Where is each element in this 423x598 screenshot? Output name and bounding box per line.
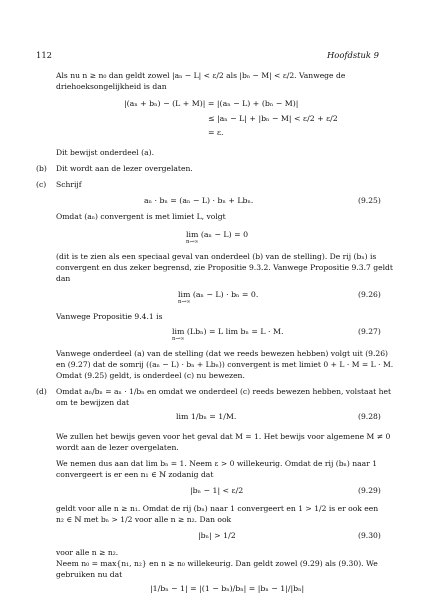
paragraph-line: Dit bewijst onderdeel (a). [56,148,154,157]
paragraph-line: Omdat aₙ/bₙ = aₙ · 1/bₙ en omdat we onderdeel (c) reeds bewezen hebben, volstaat het [56,387,392,396]
equation-line: ≤ |aₙ − L| + |bₙ − M| < ε/2 + ε/2 [208,114,338,123]
item-label-c: (c) [36,180,47,189]
equation-number: (9.28) [358,412,381,421]
chapter-title: Hoofdstuk 9 [327,50,379,60]
paragraph-line: convergeert is er een n₁ ∈ ℕ zodanig dat [56,470,214,479]
paragraph-line: Schrijf [56,180,82,189]
paragraph-line: geldt voor alle n ≥ n₁. Omdat de rij (bₙ) naar 1 convergeert en 1 > 1/2 is er ook een [56,504,379,513]
paragraph-line: driehoeksongelijkheid is dan [56,82,167,91]
paragraph-line: Omdat (9.25) geldt, is onderdeel (c) nu bewezen. [56,371,245,380]
equation-925: aₙ · bₙ = (aₙ − L) · bₙ + Lbₙ. [144,196,254,205]
equation-number: (9.30) [358,531,381,540]
paragraph-line: voor alle n ≥ n₂. [56,548,119,557]
paragraph-line: wordt aan de lezer overgelaten. [56,443,179,452]
equation-926: lim (aₙ − L) · bₙ = 0. [178,290,259,299]
paragraph-line: n₂ ∈ ℕ met bₙ > 1/2 voor alle n ≥ n₂. Dan ook [56,515,232,524]
equation-927: lim (Lbₙ) = L lim bₙ = L · M. [172,327,284,336]
paragraph-line: Als nu n ≥ n₀ dan geldt zowel |aₙ − L| < ε/2 als |bₙ − M| < ε/2. Vanwege de [56,71,346,80]
paragraph-line: We nemen dus aan dat lim bₙ = 1. Neem ε > 0 willekeurig. Omdat de rij (bₙ) naar 1 [56,459,378,468]
item-label-d: (d) [36,387,47,396]
paragraph-line: gebruiken nu dat [56,570,123,579]
equation-line: |(aₙ + bₙ) − (L + M)| = |(aₙ − L) + (bₙ − M)| [124,99,299,108]
paragraph-line: (dit is te zien als een speciaal geval van onderdeel (b) van de stelling). De rij (bₙ) is [56,252,377,261]
equation-number: (9.25) [358,196,381,205]
paragraph-line: Vanwege Propositie 9.4.1 is [56,312,163,321]
equation-number: (9.26) [358,290,381,299]
limit-subscript: n→∞ [186,239,199,245]
paragraph-line: dan [56,274,71,283]
limit-subscript: n→∞ [172,336,185,342]
equation-number: (9.29) [358,486,381,495]
equation-928: lim 1/bₙ = 1/M. [176,412,237,421]
equation-final: |1/bₙ − 1| = |(1 − bₙ)/bₙ| = |bₙ − 1|/|bₙ| [150,584,305,593]
paragraph-line: Dit wordt aan de lezer overgelaten. [56,164,193,173]
paragraph-line: en (9.27) dat de somrij ((aₙ − L) · bₙ + Lbₙ)) convergent is met limiet 0 + L · M = L · M. [56,360,394,369]
equation-limit: lim (aₙ − L) = 0 [186,230,249,239]
item-label-b: (b) [36,164,47,173]
equation-line: = ε. [208,128,224,137]
paragraph-line: Vanwege onderdeel (a) van de stelling (dat we reeds bewezen hebben) volgt uit (9.26) [56,349,389,358]
paragraph-line: Omdat (aₙ) convergent is met limiet L, volgt [56,212,226,221]
paragraph-line: om te bewijzen dat [56,398,130,407]
paragraph-line: convergent en dus zeker begrensd, zie Propositie 9.3.2. Vanwege Propositie 9.3.7 geldt [56,263,393,272]
equation-930: |bₙ| > 1/2 [198,531,236,540]
paragraph-line: We zullen het bewijs geven voor het geval dat M = 1. Het bewijs voor algemene M ≠ 0 [56,432,391,441]
limit-subscript: n→∞ [178,299,191,305]
page-number: 112 [36,50,52,60]
paragraph-line: Neem n₀ = max{n₁, n₂} en n ≥ n₀ willekeurig. Dan geldt zowel (9.29) als (9.30). We [56,559,378,568]
equation-929: |bₙ − 1| < ε/2 [190,486,244,495]
equation-number: (9.27) [358,327,381,336]
